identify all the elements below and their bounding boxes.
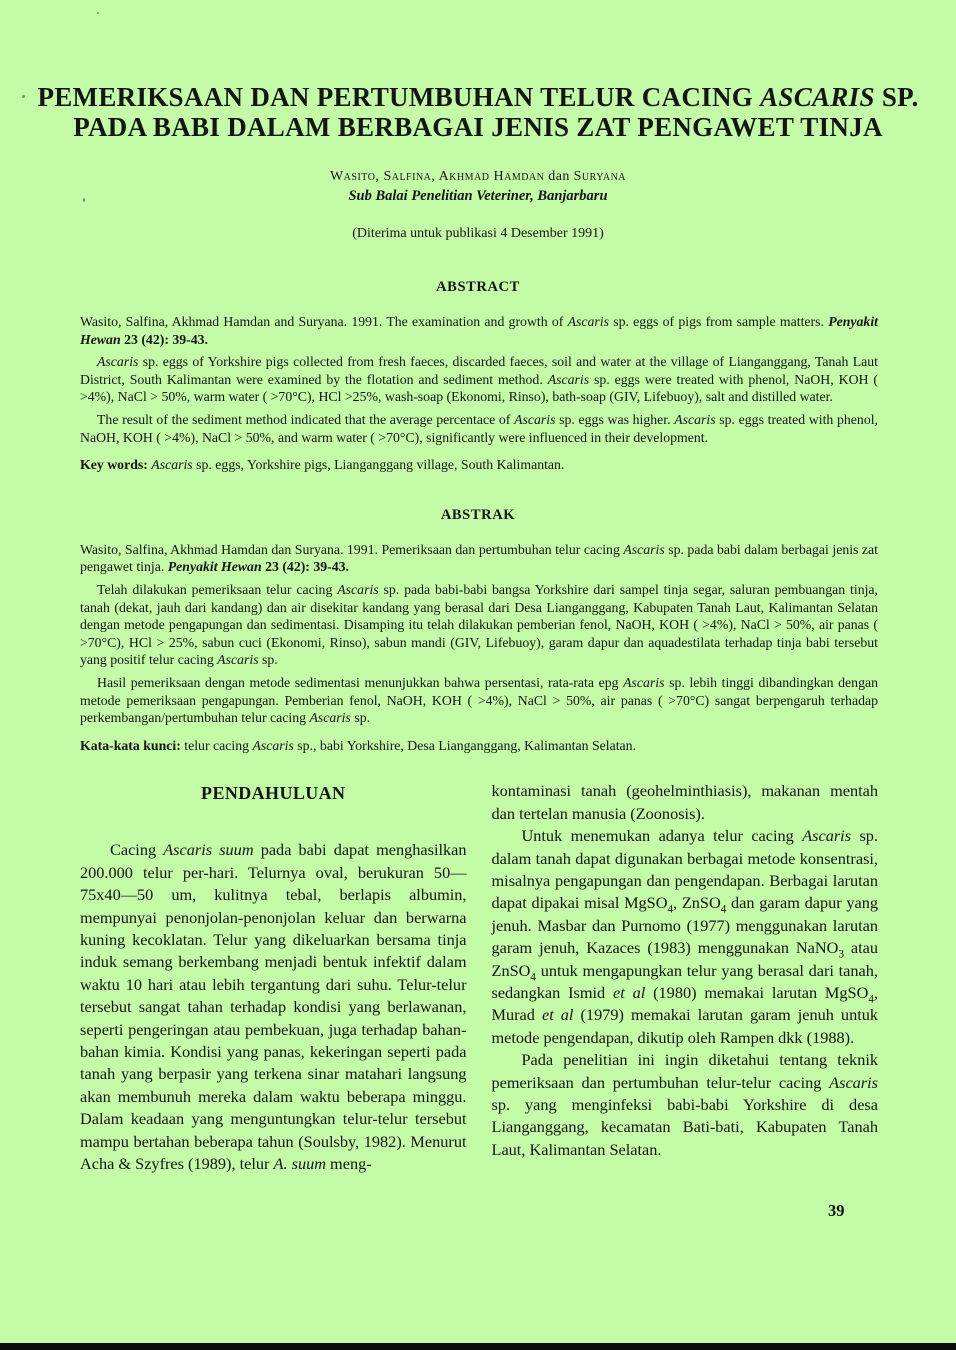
abstract-paragraph-2: The result of the sediment method indicated that the average percentace of Ascaris sp. eggs was higher. Ascaris sp. eggs treated with phenol, NaOH, KOH ( >4%), NaCl > 50%, and warm water ( >70°C), significantly were influenced in their development. xyxy=(80,411,878,445)
introduction-right-paragraph-2: Untuk menemukan adanya telur cacing Ascaris sp. dalam tanah dapat digunakan berbagai metode konsentrasi, misalnya pengapungan dan pengendapan. Berbagai larutan dapat dipakai misal MgSO$_4$, ZnSO$_4$ dan garam dapur yang jenuh. Masbar dan Purnomo (1977) menggunakan larutan garam jenuh, Kazaces (1983) menggunakan NaNO$_3$ atau ZnSO$_4$ untuk mengapungkan telur yang berasal dari tanah, sedangkan Ismid et al (1980) memakai larutan MgSO$_4$, Murad et al (1979) memakai larutan garam jenuh untuk metode pengendapan, dikutip oleh Rampen dkk (1988). xyxy=(491,826,879,1047)
abstrak-paragraph-1: Telah dilakukan pemeriksaan telur cacing Ascaris sp. pada babi-babi bangsa Yorkshire dari sampel tinja segar, saluran pembuangan tinja, tanah (dekat, jauh dari kandang) dan air disekitar kandang yang berasal dari Desa Lianganggang, Kabupaten Tanah Laut, Kalimantan Selatan dengan metode pengapungan dan sedimentasi. Disamping itu telah dilakukan pemberian fenol, NaOH, KOH ( >4%), NaCl > 50%, air panas ( >70°C), HCl > 25%, sabun cuci (Ekonomi, Rinso), sabun mandi (GIV, Lifebuoy), garam dapur dan aquadestilata terhadap tinja babi tersebut yang positif telur cacing Ascaris sp. xyxy=(80,581,878,668)
authors-byline: Wasito, Salfina, Akhmad Hamdan dan Suryana xyxy=(329,169,627,184)
scan-edge-bar xyxy=(0,1343,956,1350)
abstract-keywords: Key words: Ascaris sp. eggs, Yorkshire pigs, Lianganggang village, South Kalimantan. xyxy=(80,457,565,473)
page-number: 39 xyxy=(828,1201,845,1220)
abstrak-keywords: Kata-kata kunci: telur cacing Ascaris sp., babi Yorkshire, Desa Lianganggang, Kalimantan Selatan. xyxy=(80,737,637,753)
scan-speckle xyxy=(97,12,99,14)
abstract-citation: Wasito, Salfina, Akhmad Hamdan and Suryana. 1991. The examination and growth of Ascaris sp. eggs of pigs from sample matters. Penyakit Hewan 23 (42): 39-43. xyxy=(80,314,878,347)
abstract-heading: ABSTRACT xyxy=(436,279,520,295)
introduction-heading: PENDAHULUAN xyxy=(201,783,346,804)
scan-speckle xyxy=(83,198,85,202)
left-column xyxy=(80,780,467,1175)
introduction-left-paragraph: Cacing Ascaris suum pada babi dapat menghasilkan 200.000 telur per-hari. Telurnya oval, berukuran 50—75x40—50 um, kulitnya tebal, berlapis albumin, mempunyai penonjolan-penonjolan keluar dan berwarna kuning kecoklatan. Telur yang dikeluarkan bersama tinja induk semang berkembang menjadi bentuk infektif dalam waktu 10 hari atau lebih tergantung dari suhu. Telur-telur tersebut sangat tahan terhadap kondisi yang berlawanan, seperti pengeringan atau pembekuan, juga terhadap bahan-bahan kimia. Kondisi yang panas, kekeringan seperti pada tanah yang berpasir yang terkena sinar matahari langsung akan membunuh mereka dalam waktu beberapa minggu. Dalam keadaan yang menguntungkan telur-telur tersebut mampu bertahan beberapa tahun (Soulsby, 1982). Menurut Acha & Szyfres (1989), telur A. suum meng- xyxy=(80,840,467,1173)
received-note: (Diterima untuk publikasi 4 Desember 1991) xyxy=(352,226,604,241)
introduction-right-paragraph-3: Pada penelitian ini ingin diketahui tentang teknik pemeriksaan dan pertumbuhan telur-telur cacing Ascaris sp. yang menginfeksi babi-babi Yorkshire di desa Lianganggang, kecamatan Bati-bati, Kabupaten Tanah Laut, Kalimantan Selatan. xyxy=(491,1050,878,1159)
article-title-line1: PEMERIKSAAN DAN PERTUMBUHAN TELUR CACING ASCARIS SP. xyxy=(37,82,919,112)
abstrak-citation: Wasito, Salfina, Akhmad Hamdan dan Suryana. 1991. Pemeriksaan dan pertumbuhan telur cacing Ascaris sp. pada babi dalam berbagai jenis zat pengawet tinja. Penyakit Hewan 23 (42): 39-43. xyxy=(80,541,878,575)
abstract-paragraph-1: Ascaris sp. eggs of Yorkshire pigs collected from fresh faeces, discarded faeces, soil and water at the village of Lianganggang, Tanah Laut District, South Kalimantan were examined by the flotation and sediment method. Ascaris sp. eggs were treated with phenol, NaOH, KOH ( >4%), NaCl > 50%, warm water ( >70°C), HCl >25%, wash-soap (Ekonomi, Rinso), bath-soap (GIV, Lifebuoy), salt and distilled water. xyxy=(80,354,878,405)
abstrak-paragraph-2: Hasil pemeriksaan dengan metode sedimentasi menunjukkan bahwa persentasi, rata-rata epg Ascaris sp. lebih tinggi dibandingkan dengan metode pemeriksaan pengapungan. Pemberian fenol, NaOH, KOH ( >4%), NaCl > 50%, air panas ( >70°C) sangat berpengaruh terhadap perkembangan/pertumbuhan telur cacing Ascaris sp. xyxy=(80,674,878,726)
abstrak-heading: ABSTRAK xyxy=(440,506,516,523)
right-column xyxy=(492,780,879,1175)
article-title xyxy=(0,0,956,142)
two-column-body xyxy=(80,780,878,1175)
article-title-line2: PADA BABI DALAM BERBAGAI JENIS ZAT PENGAWET TINJA xyxy=(73,112,883,142)
affiliation: Sub Balai Penelitian Veteriner, Banjarbaru xyxy=(348,188,608,204)
scan-speckle xyxy=(22,95,25,98)
introduction-right-paragraph-1: kontaminasi tanah (geohelminthiasis), makanan mentah dan tertelan manusia (Zoonosis). xyxy=(491,781,878,823)
